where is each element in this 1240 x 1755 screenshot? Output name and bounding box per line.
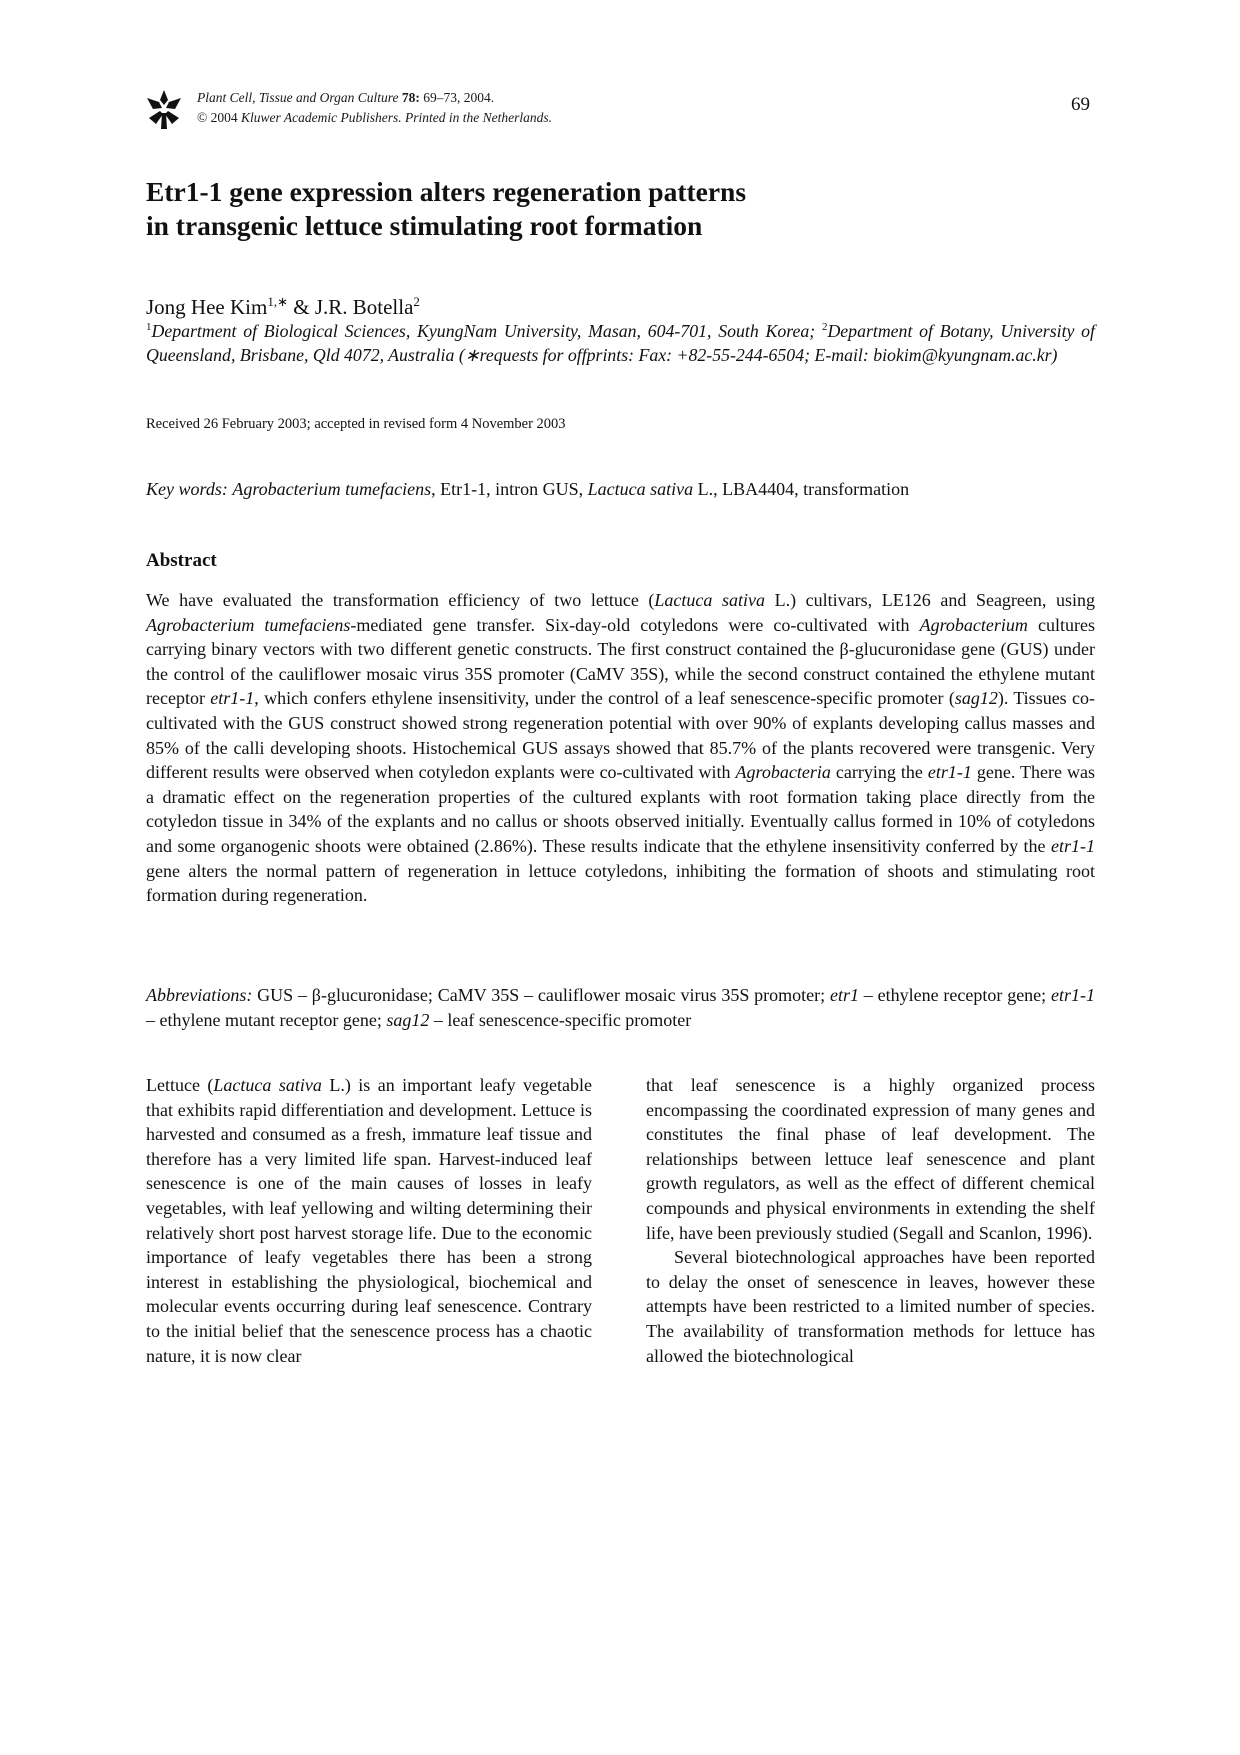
abstract-span: gene alters the normal pattern of regeneration in lettuce cotyledons, inhibiting the formation of shoots and stimulating root formation during regeneration. [146, 860, 1095, 906]
abstract-italic: etr1-1 [210, 688, 255, 709]
abbrev-italic: etr1-1 [1051, 985, 1096, 1005]
abstract-italic: etr1-1 [927, 762, 972, 783]
affiliation-marker: 2 [821, 321, 828, 333]
journal-name: Plant Cell, Tissue and Organ Culture [197, 90, 399, 105]
affiliation-2: Department of Botany, University of Queensland, Brisbane, Qld 4072, Australia (∗requests for offprints: Fax: +82-55-244-6504; E-mail: biokim@kyungnam.ac.kr) [146, 320, 1096, 366]
abstract-heading: Abstract [146, 550, 217, 571]
abbrev-span: GUS – β-glucuronidase; CaMV 35S – cauliflower mosaic virus 35S promoter; [252, 985, 830, 1005]
abstract-span: carrying the [830, 762, 928, 783]
body-column-left [146, 1073, 592, 1368]
journal-line-2 [197, 108, 552, 128]
received-dates: Received 26 February 2003; accepted in revised form 4 November 2003 [146, 416, 566, 432]
author-superscript: 1,∗ [267, 294, 288, 309]
body-paragraph [146, 1073, 592, 1368]
abbrev-span: – ethylene receptor gene; [858, 985, 1052, 1005]
abbrev-italic: etr1 [829, 985, 859, 1005]
abstract-span: ). Tissues co-cultivated with the GUS construct showed strong regeneration potential with over 90% of explants developing callus masses and 85% of the calli developing shoots. Histochemical GUS assays showed that 85.7% of the plants recovered were transgenic. Very different results were observed when cotyledon explants were co-cultivated with [146, 688, 1095, 783]
body-paragraph: that leaf senescence is a highly organized process encompassing the coordinated expression of many genes and constitutes the final phase of leaf development. The relationships between lettuce leaf senescence and plant growth regulators, as well as the effect of different chemical compounds and physical environments in extending the shelf life, have been previously studied (Segall and Scanlon, 1996). [646, 1075, 1095, 1243]
abbreviations-label: Abbreviations: [146, 985, 253, 1005]
keywords [146, 477, 1096, 501]
author-separator: & [287, 295, 315, 319]
affiliations [146, 315, 1095, 368]
copyright-symbol: © [197, 110, 208, 125]
abstract-span: -mediated gene transfer. Six-day-old cotyledons were co-cultivated with [350, 614, 920, 635]
abstract-span: L.) cultivars, LE126 and Seagreen, using [765, 590, 1096, 610]
body-paragraph: Several biotechnological approaches have been reported to delay the onset of senescence in leaves, however these attempts have been restricted to a limited number of species. The availability of transformation methods for lettuce has allowed the biotechnological [646, 1247, 1095, 1366]
title-line-2: in transgenic lettuce stimulating root formation [146, 210, 703, 241]
journal-volume: 78: [401, 90, 420, 105]
abstract-italic: Agrobacterium [919, 614, 1028, 635]
journal-line-1 [197, 88, 552, 108]
author-name: J.R. Botella [314, 295, 414, 319]
keyword-text: L., LBA4404, transformation [693, 479, 910, 499]
journal-pages: 69–73, 2004. [423, 90, 495, 105]
abbrev-span: – ethylene mutant receptor gene; [146, 1009, 387, 1030]
title-line-1: Etr1-1 gene expression alters regeneration patterns [146, 176, 747, 207]
copyright-year: 2004 [210, 110, 238, 125]
abbrev-span: – leaf senescence-specific promoter [429, 1009, 692, 1030]
keyword-italic: Agrobacterium tumefaciens [232, 479, 432, 499]
article-title [146, 175, 1096, 243]
abstract-italic: Agrobacteria [735, 762, 831, 783]
publisher-name: Kluwer Academic Publishers. Printed in the Netherlands. [241, 110, 552, 125]
abstract-span: , which confers ethylene insensitivity, under the control of a leaf senescence-specific promoter ( [254, 688, 955, 709]
abstract-italic: sag12 [954, 688, 998, 709]
abstract-span: gene. There was a dramatic effect on the regeneration properties of the cultured explants with root formation taking place directly from the cotyledon tissue in 34% of the explants and no callus or shoots observed initially. Eventually callus formed in 10% of cotyledons and some organogenic shoots were obtained (2.86%). These results indicate that the ethylene insensitivity conferred by the [146, 762, 1095, 856]
abstract-text [146, 588, 1095, 908]
keyword-text: , Etr1-1, intron GUS, [431, 479, 588, 499]
body-span: L.) is an important leafy vegetable that exhibits rapid differentiation and development. Lettuce is harvested and consumed as a fresh, immature leaf tissue and therefore has a very limited life span. Harvest-induced leaf senescence is one of the main causes of losses in leafy vegetables, with leaf yellowing and wilting determining their relatively short post harvest storage life. Due to the economic importance of leafy vegetables there has been a strong interest in establishing the physiological, biochemical and molecular events occurring during leaf senescence. Contrary to the initial belief that the senescence process has a chaotic nature, it is now clear [146, 1075, 592, 1366]
abstract-italic: Agrobacterium tumefaciens [146, 614, 351, 635]
body-column-right [646, 1073, 1095, 1368]
keyword-italic: Lactuca sativa [587, 479, 694, 499]
abstract-italic: etr1-1 [1051, 835, 1095, 856]
publisher-logo-icon [145, 88, 183, 130]
page-number: 69 [1071, 94, 1090, 115]
body-span: Lettuce ( [146, 1075, 214, 1095]
abstract-italic: Lactuca sativa [654, 590, 765, 610]
affiliation-1: Department of Biological Sciences, KyungNam University, Masan, 604-701, South Korea; [151, 320, 822, 341]
abbreviations [146, 983, 1095, 1032]
affiliation-marker: 1 [146, 321, 152, 333]
journal-citation [197, 88, 552, 128]
author-superscript: 2 [413, 294, 420, 309]
author-name: Jong Hee Kim [146, 295, 268, 319]
keywords-label: Key words: [146, 479, 228, 499]
abbrev-italic: sag12 [386, 1009, 430, 1030]
abstract-span: cultures carrying binary vectors with two different genetic constructs. The first construct contained the β-glucuronidase gene (GUS) under the control of the cauliflower mosaic virus 35S promoter (CaMV 35S), while the second construct contained the ethylene mutant receptor [146, 614, 1095, 709]
body-italic: Lactuca sativa [213, 1075, 322, 1095]
abstract-span: We have evaluated the transformation efficiency of two lettuce ( [146, 590, 655, 610]
